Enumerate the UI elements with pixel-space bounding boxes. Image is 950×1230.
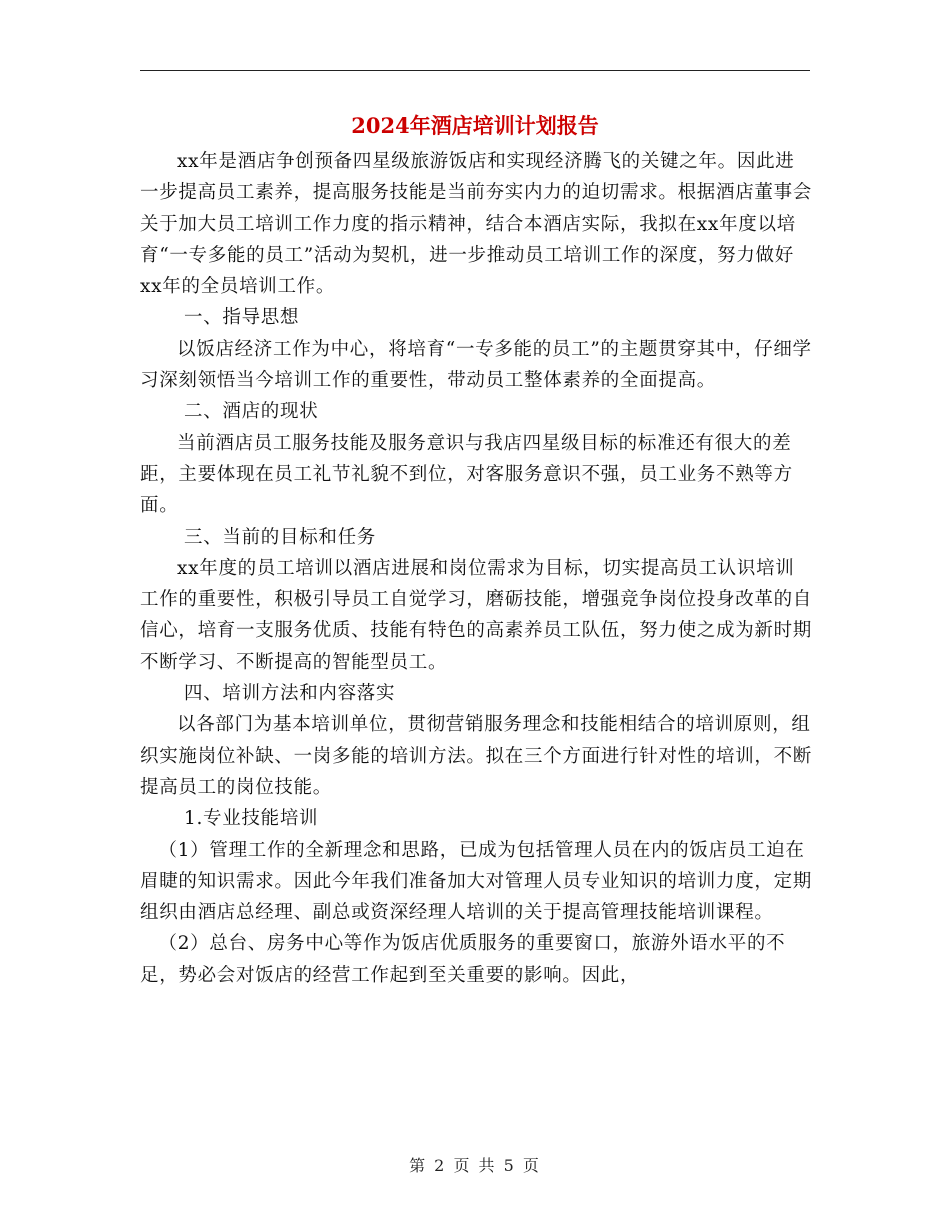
paragraph: xx年度的员工培训以酒店进展和岗位需求为目标，切实提高员工认识培训工作的重要性，积极引导员工自觉学习，磨砺技能，增强竞争岗位投身改革的自信心，培育一支服务优质、技能有特色的高素养员工队伍，努力使之成为新时期不断学习、不断提高的智能型员工。 (140, 557, 813, 673)
document-body (140, 146, 812, 991)
paragraph: 当前酒店员工服务技能及服务意识与我店四星级目标的标准还有很大的差距，主要体现在员工礼节礼貌不到位，对客服务意识不强，员工业务不熟等方面。 (140, 432, 793, 517)
page-footer: 第 2 页 共 5 页 (409, 1156, 541, 1175)
paragraph: xx年是酒店争创预备四星级旅游饭店和实现经济腾飞的关键之年。因此进一步提高员工素养，提高服务技能是当前夯实内力的迫切需求。根据酒店董事会关于加大员工培训工作力度的指示精神，结合本酒店实际，我拟在xx年度以培育“一专多能的员工”活动为契机，进一步推动员工培训工作的深度，努力做好xx年的全员培训工作。 (140, 151, 813, 298)
section-heading: 二、酒店的现状 (184, 401, 319, 423)
paragraph: （1）管理工作的全新理念和思路，已成为包括管理人员在内的饭店员工迫在眉睫的知识需求。因此今年我们准备加大对管理人员专业知识的培训力度，定期组织由酒店总经理、副总或资深经理人培训的关于提高管理技能培训课程。 (140, 839, 813, 924)
section-heading: 四、培训方法和内容落实 (184, 683, 396, 705)
header-rule (140, 70, 810, 71)
subsection-heading: 1.专业技能培训 (184, 808, 319, 830)
paragraph: 以各部门为基本培训单位，贯彻营销服务理念和技能相结合的培训原则，组织实施岗位补缺、一岗多能的培训方法。拟在三个方面进行针对性的培训，不断提高员工的岗位技能。 (140, 714, 813, 798)
paragraph: （2）总台、房务中心等作为饭店优质服务的重要窗口，旅游外语水平的不足，势必会对饭店的经营工作起到至关重要的影响。因此， (140, 933, 786, 986)
document-title: 2024年酒店培训计划报告 (351, 113, 599, 138)
section-heading: 一、指导思想 (184, 307, 300, 329)
section-heading: 三、当前的目标和任务 (184, 526, 377, 548)
paragraph: 以饭店经济工作为中心，将培育“一专多能的员工”的主题贯穿其中，仔细学习深刻领悟当今培训工作的重要性，带动员工整体素养的全面提高。 (140, 338, 812, 392)
